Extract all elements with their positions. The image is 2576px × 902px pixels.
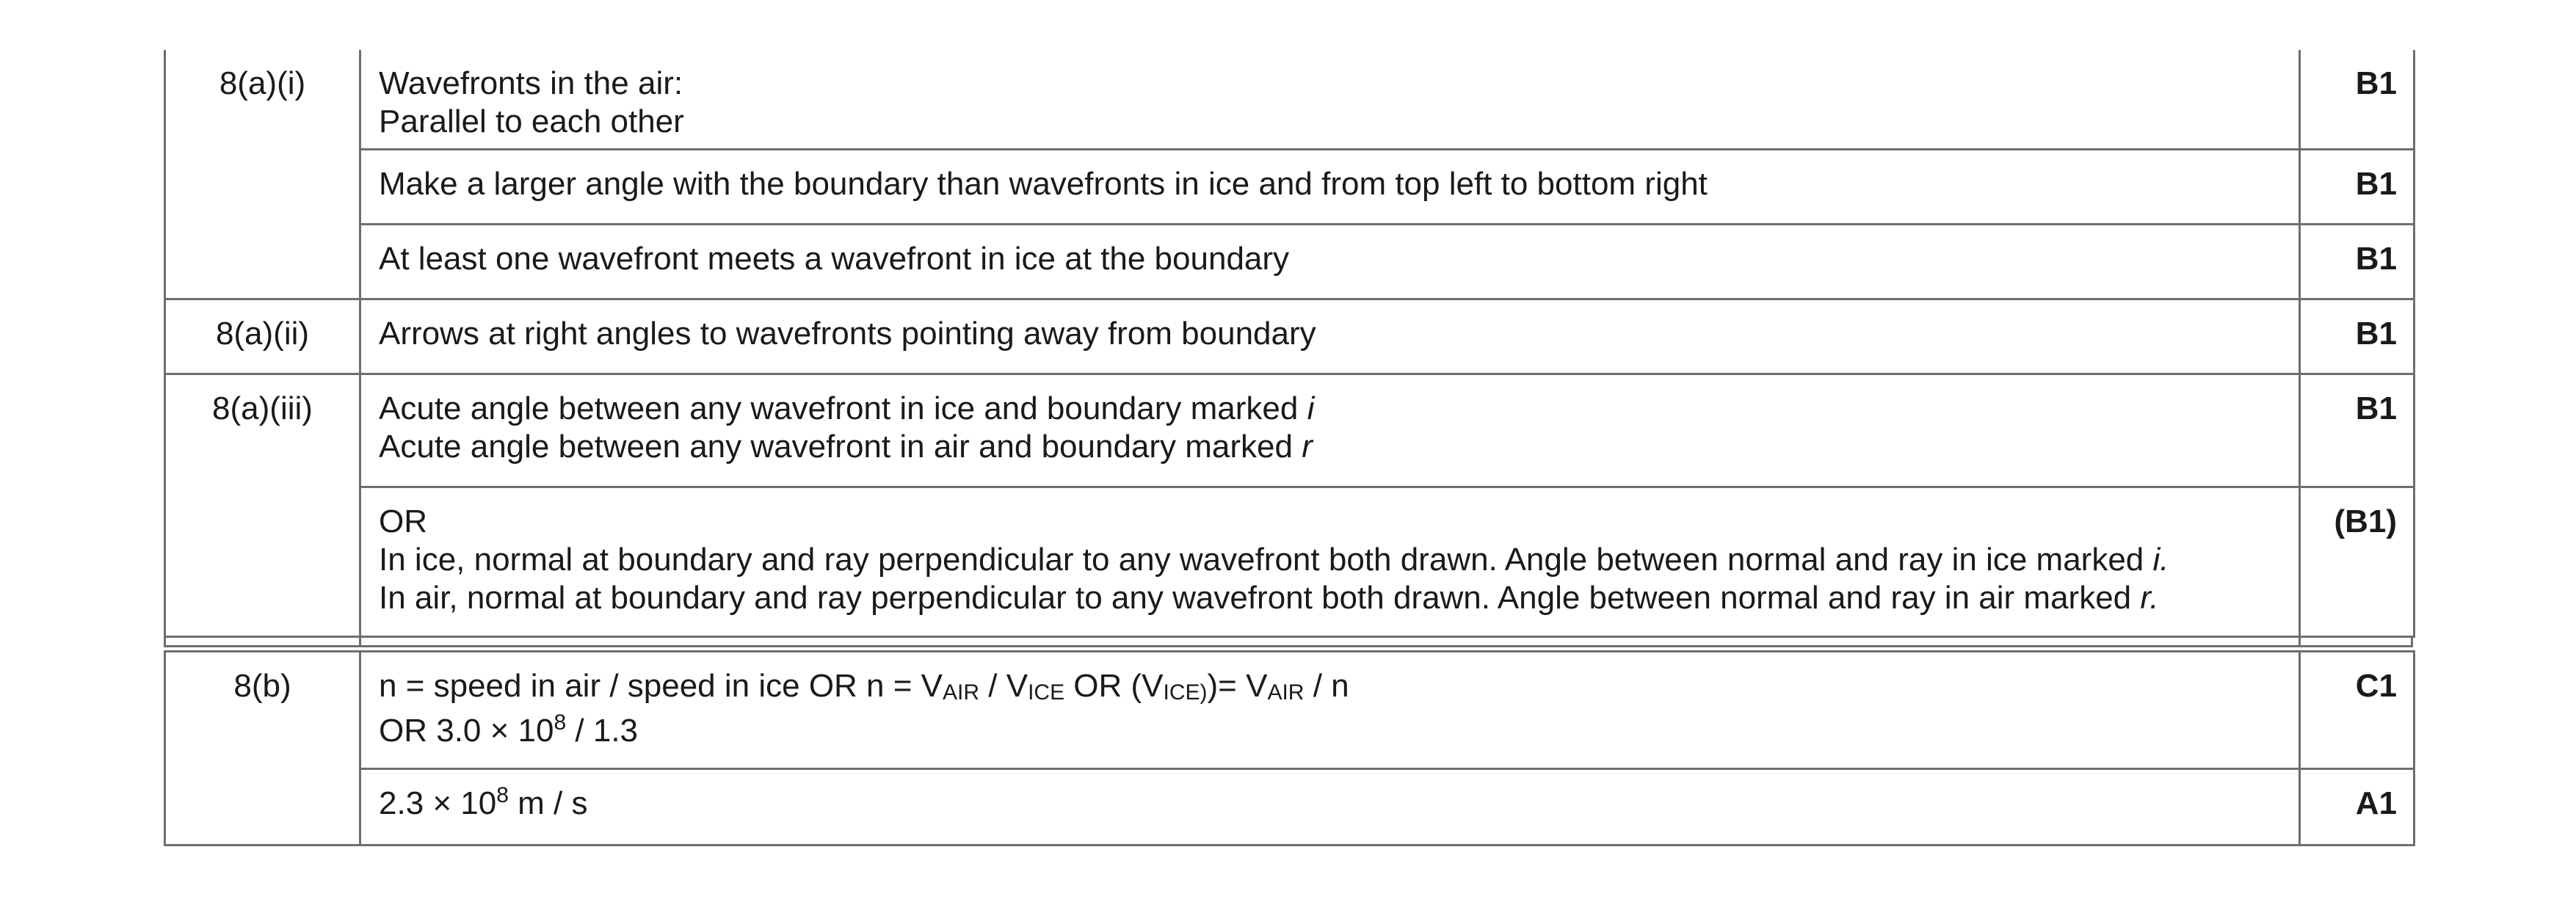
mark-cell: B1 — [2300, 374, 2414, 487]
answer-line: Acute angle between any wavefront in ice and boundary marked i — [379, 390, 1315, 426]
question-number: 8(a)(iii) — [165, 374, 360, 636]
question-number: 8(a)(ii) — [165, 299, 360, 374]
answer-cell: Arrows at right angles to wavefronts pointing away from boundary — [360, 299, 2300, 374]
angle-symbol: i — [1307, 390, 1315, 426]
mark-cell: B1 — [2300, 149, 2414, 224]
mark-cell: B1 — [2300, 299, 2414, 374]
answer-cell: Make a larger angle with the boundary than wavefronts in ice and from top left to bottom right — [360, 149, 2300, 224]
answer-line: In air, normal at boundary and ray perpendicular to any wavefront both drawn. Angle between normal and ray in air marked r. — [379, 579, 2159, 616]
answer-cell — [360, 487, 2300, 636]
answer-line: n = speed in air / speed in ice OR n = VAIR / VICE OR (VICE))= VAIR / n — [379, 668, 1349, 705]
answer-cell — [360, 374, 2300, 487]
mark-cell: C1 — [2300, 652, 2414, 769]
answer-cell: At least one wavefront meets a wavefront in ice at the boundary — [360, 224, 2300, 299]
mark-cell: (B1) — [2300, 487, 2414, 636]
question-number: 8(a)(i) — [165, 50, 360, 299]
table-separator — [164, 636, 2413, 647]
answer-line: OR — [379, 503, 427, 539]
angle-symbol: r. — [2140, 579, 2159, 616]
answer-line: Wavefronts in the air: — [379, 65, 683, 101]
mark-scheme-table-a — [164, 50, 2415, 638]
answer-line: Acute angle between any wavefront in air and boundary marked r — [379, 428, 1313, 465]
answer-cell — [360, 652, 2300, 769]
mark-cell: B1 — [2300, 50, 2414, 149]
answer-line: Parallel to each other — [379, 103, 684, 139]
angle-symbol: r — [1302, 428, 1313, 465]
question-number: 8(b) — [165, 652, 360, 845]
mark-cell: A1 — [2300, 769, 2414, 845]
mark-cell: B1 — [2300, 224, 2414, 299]
answer-line: OR $3.0 \times 10^8 / 1.3$ — [379, 710, 639, 749]
mark-scheme-table-b — [164, 650, 2415, 846]
answer-cell: $2.3 \times 10^8$ m / s — [360, 769, 2300, 845]
answer-cell — [360, 50, 2300, 149]
angle-symbol: i. — [2152, 541, 2169, 578]
answer-line: In ice, normal at boundary and ray perpendicular to any wavefront both drawn. Angle between normal and ray in ice marked i. — [379, 541, 2169, 578]
